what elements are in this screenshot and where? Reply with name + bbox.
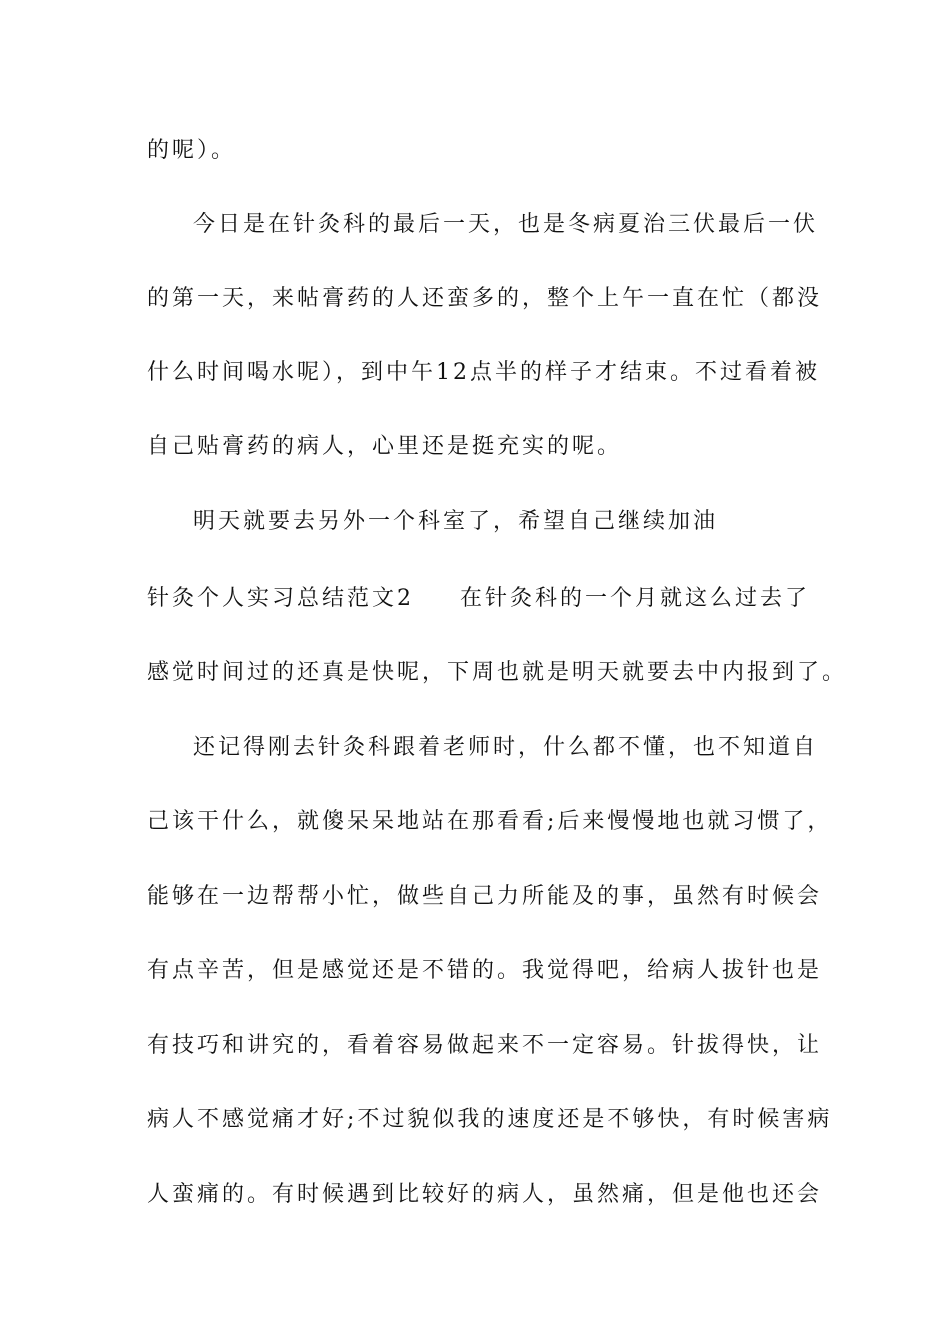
text-line-15: 人蛮痛的。有时候遇到比较好的病人，虽然痛，但是他也还会 bbox=[147, 1182, 823, 1207]
text-line-5: 自己贴膏药的病人，心里还是挺充实的呢。 bbox=[147, 434, 623, 459]
text-line-4: 什么时间喝水呢），到中午12点半的样子才结束。不过看着被 bbox=[147, 360, 820, 385]
text-line-11: 能够在一边帮帮小忙，做些自己力所能及的事，虽然有时候会 bbox=[147, 884, 823, 909]
text-line-6: 明天就要去另外一个科室了，希望自己继续加油 bbox=[193, 509, 719, 534]
text-line-13: 有技巧和讲究的，看着容易做起来不一定容易。针拔得快，让 bbox=[147, 1033, 823, 1058]
text-line-14: 病人不感觉痛才好;不过貌似我的速度还是不够快，有时候害病 bbox=[147, 1107, 833, 1132]
text-line-3: 的第一天，来帖膏药的人还蛮多的，整个上午一直在忙（都没 bbox=[147, 286, 823, 311]
text-line-7 bbox=[147, 584, 817, 614]
text-line-1: 的呢）。 bbox=[147, 138, 237, 163]
section-title: 针灸个人实习总结范文2 bbox=[147, 586, 414, 611]
text-line-9: 还记得刚去针灸科跟着老师时，什么都不懂，也不知道自 bbox=[193, 735, 819, 760]
text-line-8: 感觉时间过的还真是快呢，下周也就是明天就要去中内报到了。 bbox=[147, 660, 848, 685]
text-line-10: 己该干什么，就傻呆呆地站在那看看;后来慢慢地也就习惯了， bbox=[147, 809, 833, 834]
text-line-12: 有点辛苦，但是感觉还是不错的。我觉得吧，给病人拔针也是 bbox=[147, 958, 823, 983]
text-line-2: 今日是在针灸科的最后一天，也是冬病夏治三伏最后一伏 bbox=[193, 212, 819, 237]
section-first-sentence: 在针灸科的一个月就这么过去了 bbox=[460, 586, 811, 611]
